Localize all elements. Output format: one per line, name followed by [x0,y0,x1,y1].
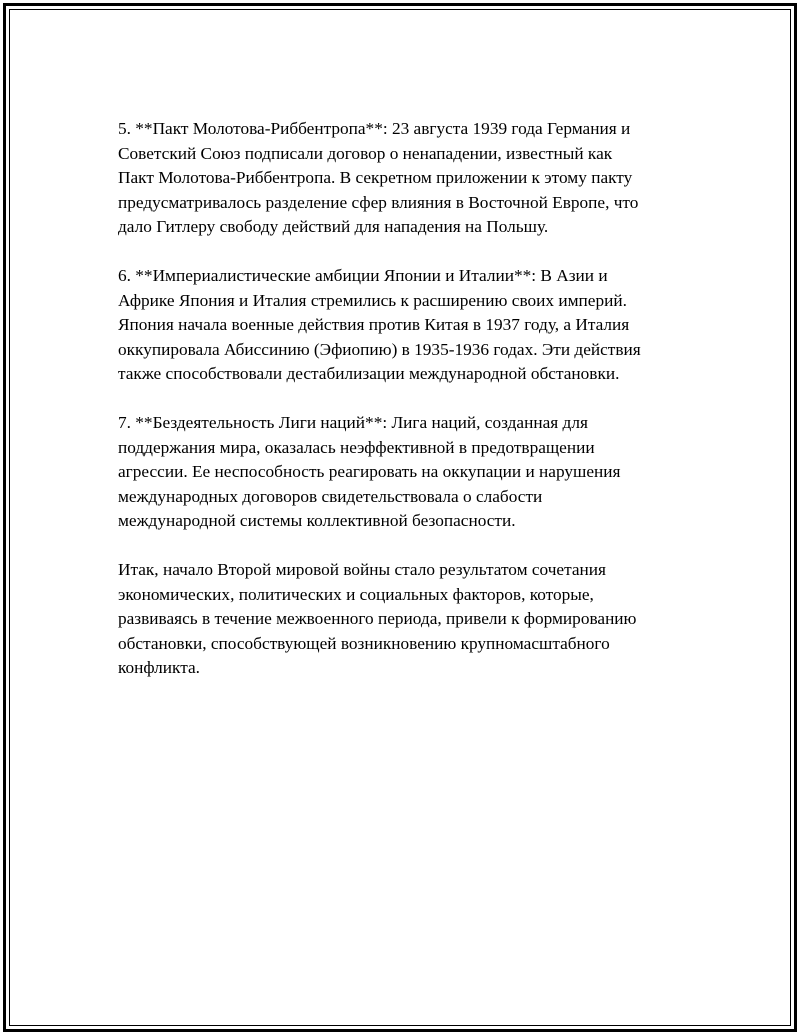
document-body [118,117,698,705]
paragraph-league-of-nations: 7. **Бездеятельность Лиги наций**: Лига наций, созданная для поддержания мира, оказалась неэффективной в предотвращении агрессии. Ее неспособность реагировать на оккупации и нарушения международных договоров свидетельствовала о слабости международной системы коллективной безопасности. [118,413,621,530]
paragraph-molotov-ribbentrop-pact: 5. **Пакт Молотова-Риббентропа**: 23 августа 1939 года Германия и Советский Союз подписали договор о ненападении, известный как Пакт Молотова-Риббентропа. В секретном приложении к этому пакту предусматривалось разделение сфер влияния в Восточной Европе, что дало Гитлеру свободу действий для нападения на Польшу. [118,119,639,236]
paragraph-conclusion: Итак, начало Второй мировой войны стало результатом сочетания экономических, политических и социальных факторов, которые, развиваясь в течение межвоенного периода, привели к формированию обстановки, способствующей возникновению крупномасштабного конфликта. [118,560,637,677]
paragraph-imperialist-ambitions: 6. **Империалистические амбиции Японии и Италии**: В Азии и Африке Япония и Италия стремились к расширению своих империй. Япония начала военные действия против Китая в 1937 году, а Италия оккупировала Абиссинию (Эфиопию) в 1935-1936 годах. Эти действия также способствовали дестабилизации международной обстановки. [118,266,641,383]
